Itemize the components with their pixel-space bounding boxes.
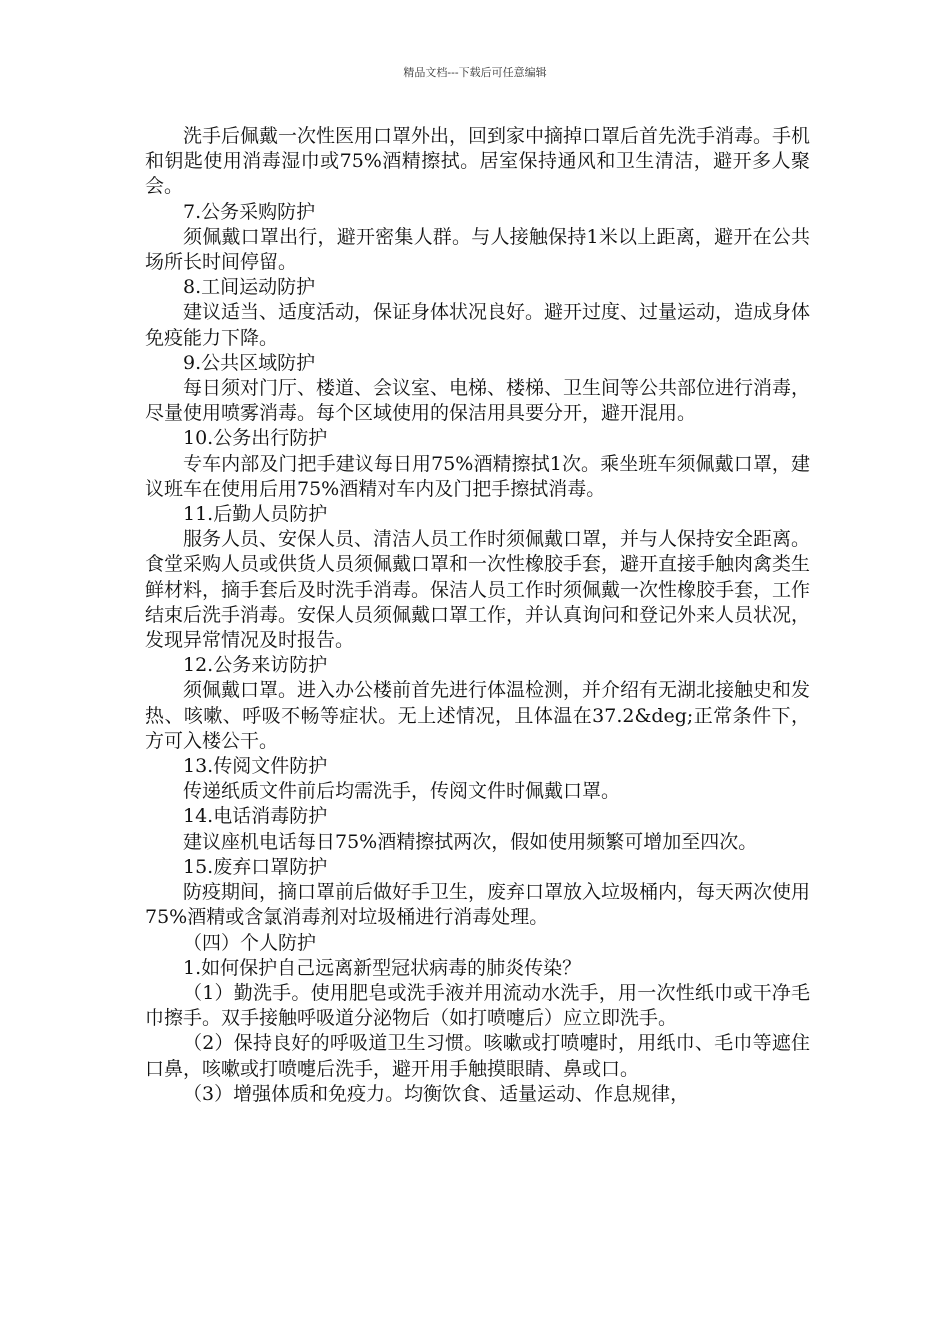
document-body — [145, 124, 810, 1107]
section-heading: 9.公共区域防护 — [183, 351, 316, 374]
paragraph: 洗手后佩戴一次性医用口罩外出，回到家中摘掉口罩后首先洗手消毒。手机和钥匙使用消毒湿巾或75%酒精擦拭。居室保持通风和卫生清洁，避开多人聚会。 — [145, 125, 811, 198]
paragraph: 建议适当、适度活动，保证身体状况良好。避开过度、过量运动，造成身体免疫能力下降。 — [145, 301, 811, 349]
section-heading: 11.后勤人员防护 — [183, 503, 328, 526]
section-heading: 15.废弃口罩防护 — [183, 855, 328, 878]
section-heading: 10.公务出行防护 — [183, 427, 328, 450]
paragraph: 防疫期间，摘口罩前后做好手卫生，废弃口罩放入垃圾桶内，每天两次使用75%酒精或含氯消毒剂对垃圾桶进行消毒处理。 — [145, 881, 811, 929]
page-header: 精品文档---下载后可任意编辑 — [403, 66, 547, 79]
paragraph: 服务人员、安保人员、清洁人员工作时须佩戴口罩，并与人保持安全距离。食堂采购人员或供货人员须佩戴口罩和一次性橡胶手套，避开直接手触肉禽类生鲜材料，摘手套后及时洗手消毒。保洁人员工作时须佩戴一次性橡胶手套，工作结束后洗手消毒。安保人员须佩戴口罩工作，并认真询问和登记外来人员状况，发现异常情况及时报告。 — [145, 528, 811, 652]
section-heading: 7.公务采购防护 — [183, 200, 316, 223]
paragraph: 建议座机电话每日75%酒精擦拭两次，假如使用频繁可增加至四次。 — [183, 830, 758, 853]
paragraph: 须佩戴口罩出行，避开密集人群。与人接触保持1米以上距离，避开在公共场所长时间停留。 — [145, 225, 810, 274]
section-heading: （四）个人防护 — [183, 931, 317, 954]
paragraph: 每日须对门厅、楼道、会议室、电梯、楼梯、卫生间等公共部位进行消毒，尽量使用喷雾消毒。每个区域使用的保洁用具要分开，避开混用。 — [145, 377, 811, 425]
section-heading: 14.电话消毒防护 — [183, 805, 328, 828]
paragraph: （1）勤洗手。使用肥皂或洗手液并用流动水洗手，用一次性纸巾或干净毛巾擦手。双手接触呼吸道分泌物后（如打喷嚏后）应立即洗手。 — [145, 981, 810, 1030]
section-heading: 8.工间运动防护 — [183, 276, 316, 299]
paragraph: 传递纸质文件前后均需洗手，传阅文件时佩戴口罩。 — [183, 780, 621, 803]
paragraph: 须佩戴口罩。进入办公楼前首先进行体温检测，并介绍有无湖北接触史和发热、咳嗽、呼吸不畅等症状。无上述情况，且体温在37.2&deg;正常条件下，方可入楼公干。 — [145, 679, 811, 752]
question-heading: 1.如何保护自己远离新型冠状病毒的肺炎传染？ — [183, 956, 582, 979]
section-heading: 13.传阅文件防护 — [183, 755, 328, 778]
section-heading: 12.公务来访防护 — [183, 654, 328, 677]
paragraph: （3）增强体质和免疫力。均衡饮食、适量运动、作息规律， — [183, 1082, 690, 1105]
paragraph: 专车内部及门把手建议每日用75%酒精擦拭1次。乘坐班车须佩戴口罩，建议班车在使用后用75%酒精对车内及门把手擦拭消毒。 — [145, 452, 810, 500]
paragraph: （2）保持良好的呼吸道卫生习惯。咳嗽或打喷嚏时，用纸巾、毛巾等遮住口鼻，咳嗽或打喷嚏后洗手，避开用手触摸眼睛、鼻或口。 — [145, 1032, 810, 1080]
